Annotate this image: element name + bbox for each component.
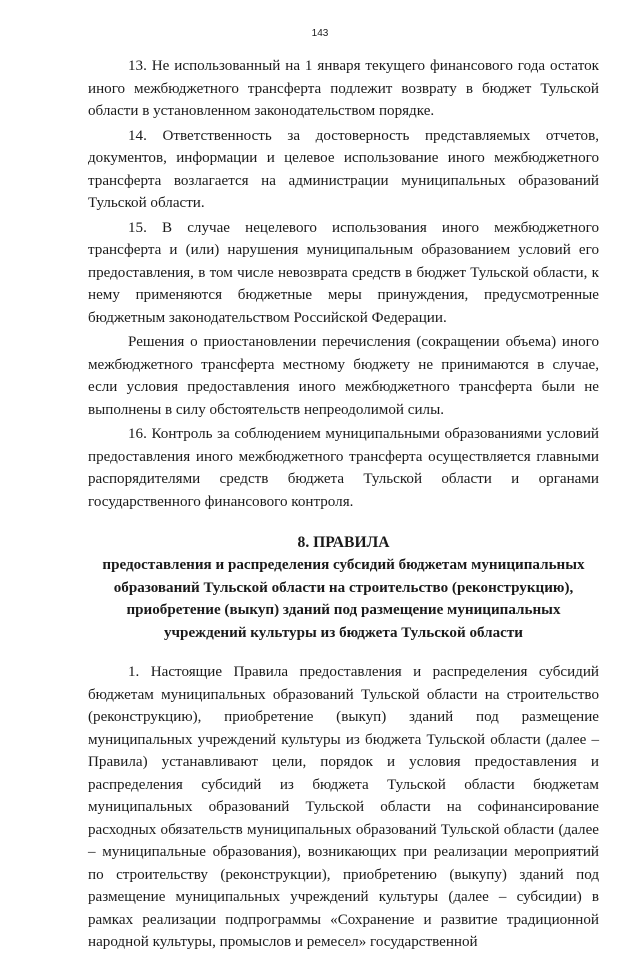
section-number: 8. ПРАВИЛА xyxy=(297,534,390,551)
paragraph-13: 13. Не использованный на 1 января текущего финансового года остаток иного межбюджетного трансферта подлежит возврату в бюджет Тульской области в установленном законодательством порядке. xyxy=(88,58,599,119)
paragraph-16: 16. Контроль за соблюдением муниципальными образованиями условий предоставления иного межбюджетного трансферта осуществляется главными распорядителями средств бюджета Тульской области и органами государственного финансового контроля. xyxy=(88,426,599,510)
paragraph-15: 15. В случае нецелевого использования иного межбюджетного трансферта и (или) нарушения муниципальным образованием условий его предоставления, в том числе невозврата средств в бюджет Тульской области, к нему применяются бюджетные меры принуждения, предусмотренные бюджетным законодательством Российской Федерации. xyxy=(88,219,599,326)
section-title: предоставления и распределения субсидий бюджетам муниципальных образований Тульской области на строительство (реконструкцию), приобретение (выкуп) зданий под размещение муниципальных учреждений культуры из бюджета Тульской области xyxy=(102,557,585,641)
paragraph-1: 1. Настоящие Правила предоставления и распределения субсидий бюджетам муниципальных образований Тульской области на строительство (реконструкцию), приобретение (выкуп) зданий под размещение муниципальных учреждений культуры из бюджета Тульской области (далее – Правила) устанавливают цели, порядок и условия предоставления и распределения субсидий из бюджета Тульской области бюджетам муниципальных образований Тульской области на софинансирование расходных обязательств муниципальных образований Тульской области (далее – муниципальные образования), возникающих при реализации мероприятий по строительству (реконструкции), приобретению (выкупу) зданий под размещение муниципальных учреждений культуры (далее – субсидии) в рамках реализации подпрограммы «Сохранение и развитие традиционной народной культуры, промыслов и ремесел» государственной xyxy=(88,664,599,950)
document-body xyxy=(88,55,599,956)
page-number: 143 xyxy=(311,28,329,39)
paragraph-14: 14. Ответственность за достоверность представляемых отчетов, документов, информации и целевое использование иного межбюджетного трансферта возлагается на администрации муниципальных образований Тульской области. xyxy=(88,127,599,211)
paragraph-15-continued: Решения о приостановлении перечисления (сокращении объема) иного межбюджетного трансферта местному бюджету не принимаются в случае, если условия предоставления иного межбюджетного трансферта были не выполнены в силу обстоятельств непреодолимой силы. xyxy=(88,334,599,418)
section-heading xyxy=(88,532,599,644)
